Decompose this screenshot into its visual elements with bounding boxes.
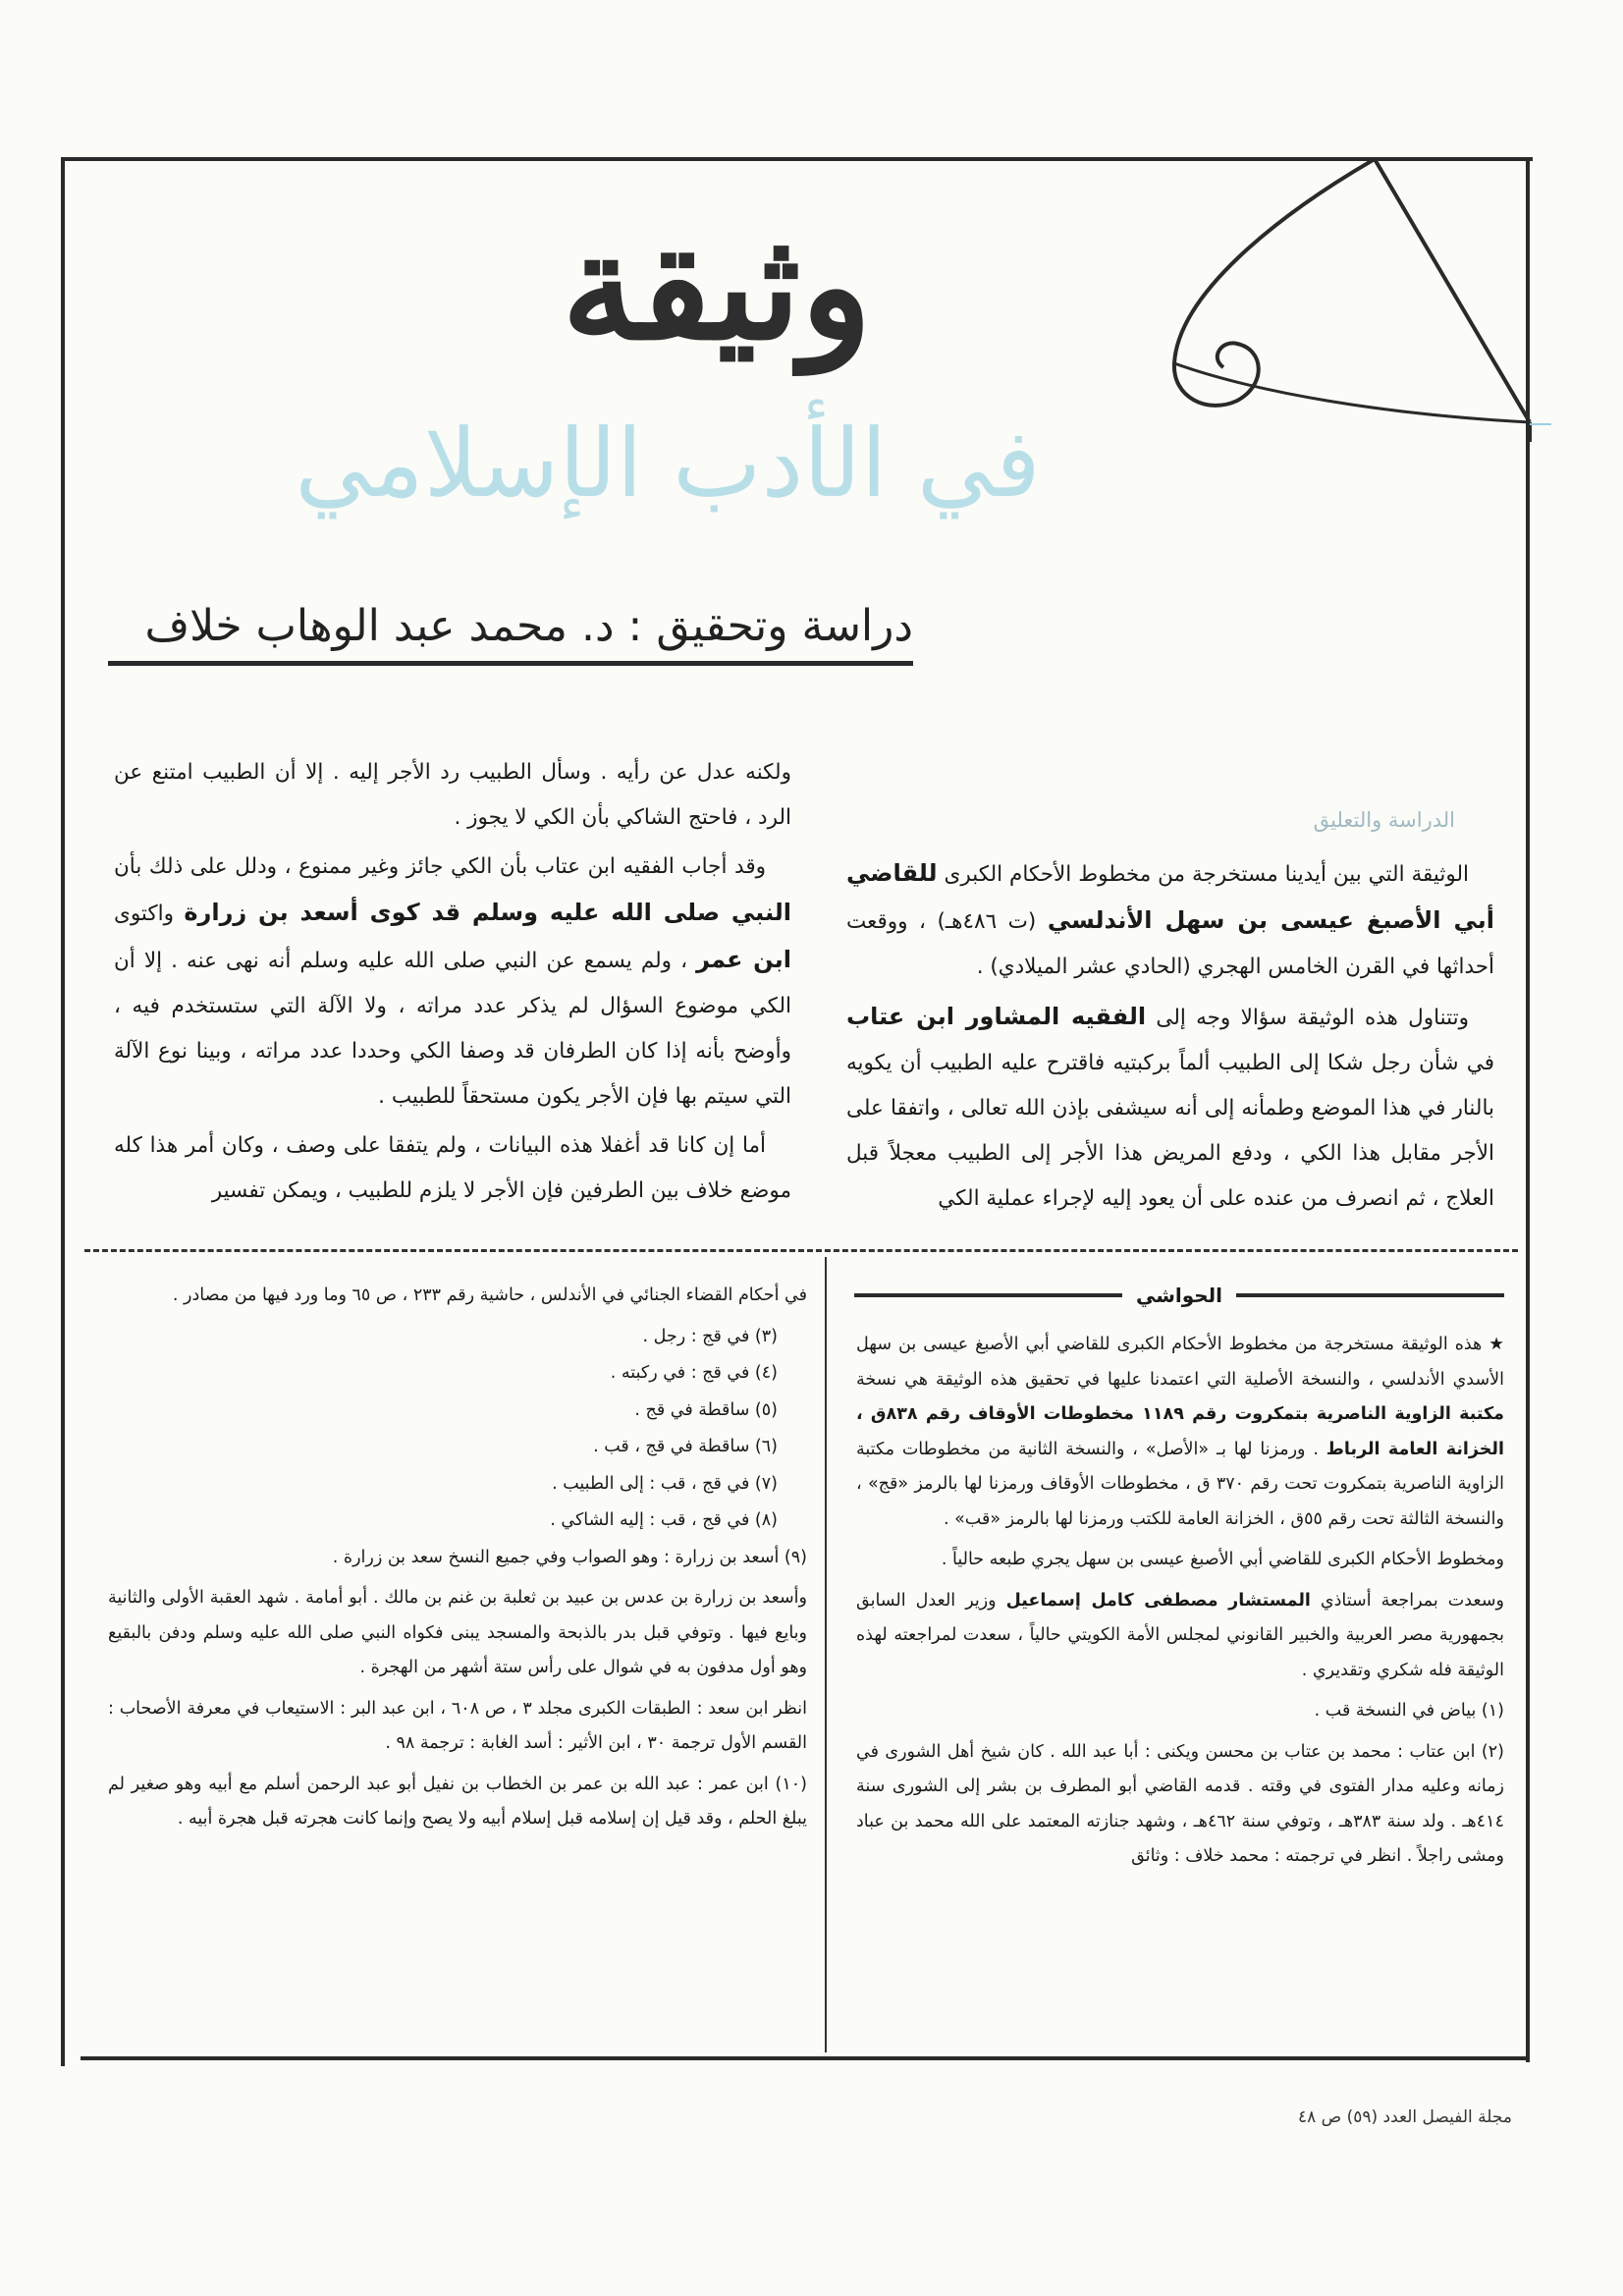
paragraph: الوثيقة التي بين أيدينا مستخرجة من مخطوط الأحكام الكبرى للقاضي أبي الأصبغ عيسى بن سهل الأندلسي (ت ٤٨٦هـ) ، ووقعت أحداثها في القرن الخامس الهجري (الحادي عشر الميلادي) .: [846, 859, 1494, 979]
footnote-3: (٣) في قج : رجل .: [642, 1326, 778, 1346]
footnote-star-p3: وسعدت بمراجعة أستاذي المستشار مصطفى كامل إسماعيل وزير العدل السابق بجمهورية مصر العربية والخبير القانوني لمجلس الأمة الكويتي حالياً ، سعدت لمراجعته لهذه الوثيقة فله شكري وتقديري .: [856, 1590, 1504, 1680]
study-column-right: [846, 805, 1494, 1226]
study-column-left: [114, 750, 791, 1218]
footnote-7: (٧) في قج ، قب : إلى الطبيب .: [552, 1473, 778, 1494]
paragraph: وقد أجاب الفقيه ابن عتاب بأن الكي جائز وغير ممنوع ، ودلل على ذلك بأن النبي صلى الله عليه وسلم قد كوى أسعد بن زرارة واكتوى ابن عمر ، ولم يسمع عن النبي صلى الله عليه وسلم أنه نهى عنه . إلا أن الكي موضوع السؤال لم يذكر عدد مراته ، ولا الآلة التي ستستخدم فيه ، وأوضح بأنه إذا كان الطرفان قد وصفا الكي وحددا عدد مراته ، وبينا نوع الآلة التي سيتم بها فإن الأجر يكون مستحقاً للطبيب .: [114, 854, 791, 1109]
paragraph: أما إن كانا قد أغفلا هذه البيانات ، ولم يتفقا على وصف ، وكان أمر هذا كله موضع خلاف بين الطرفين فإن الأجر لا يلزم للطبيب ، ويمكن تفسير: [114, 1133, 791, 1203]
paragraph: ولكنه عدل عن رأيه . وسأل الطبيب رد الأجر إليه . إلا أن الطبيب امتنع عن الرد ، فاحتج الشاكي بأن الكي لا يجوز .: [114, 760, 791, 830]
section-heading: الدراسة والتعليق: [1313, 808, 1455, 832]
page-subtitle: في الأدب الإسلامي: [295, 409, 1041, 519]
footnote-star-p2: ومخطوط الأحكام الكبرى للقاضي أبي الأصبغ عيسى بن سهل يجري طبعه حالياً .: [941, 1550, 1504, 1569]
footnote-6: (٦) ساقطة في قج ، قب .: [593, 1437, 778, 1456]
footnote-4: (٤) في قج : في ركبته .: [610, 1363, 778, 1383]
section-divider: [84, 1249, 1518, 1252]
page-footer: مجلة الفيصل العدد (٥٩) ص ٤٨: [1297, 2107, 1512, 2127]
author-underline: [108, 664, 913, 666]
footnote-star: ★ هذه الوثيقة مستخرجة من مخطوط الأحكام الكبرى للقاضي أبي الأصبغ عيسى بن سهل الأسدي الأندلسي ، والنسخة الأصلية التي اعتمدنا عليها في تحقيق هذه الوثيقة هي نسخة مكتبة الزاوية الناصرية بتمكروت رقم ١١٨٩ مخطوطات الأوقاف رقم ٨٣٨ق ، الخزانة العامة الرباط . ورمزنا لها بـ «الأصل» ، والنسخة الثانية من مخطوطات مكتبة الزاوية الناصرية بتمكروت تحت رقم ٣٧٠ ق ، مخطوطات الأوقاف ورمزنا لها بالرمز «قج» ، والنسخة الثالثة تحت رقم ٥٥ق ، الخزانة العامة للكتب ورمزنا لها بالرمز «قب» .: [856, 1335, 1504, 1529]
notes-column-left: [108, 1279, 807, 1843]
footnote-9-sources: انظر ابن سعد : الطبقات الكبرى مجلد ٣ ، ص ٦٠٨ ، ابن عبد البر : الاستيعاب في معرفة الأصحاب : القسم الأول ترجمة ٣٠ ، ابن الأثير : أسد الغابة : ترجمة ٩٨ .: [108, 1698, 807, 1753]
footnote-5: (٥) ساقطة في قج .: [634, 1399, 778, 1420]
page-title: وثيقة: [562, 200, 872, 373]
footnote-10: (١٠) ابن عمر : عبد الله بن عمر بن الخطاب بن نفيل أبو عبد الرحمن أسلم مع أبيه وهو صغير لم يبلغ الحلم ، وقد قيل إن إسلامه قبل إسلام أبيه ولا يصح وإنما كانت هجرته قبل هجرة أبيه .: [108, 1774, 807, 1829]
footnote-8: (٨) في قج ، قب : إليه الشاكي .: [550, 1510, 778, 1530]
notes-heading: [854, 1282, 1504, 1309]
paragraph: وتتناول هذه الوثيقة سؤالا وجه إلى الفقيه المشاور ابن عتاب في شأن رجل شكا إلى الطبيب ألماً بركبتيه فاقترح عليه الطبيب أن يكويه بالنار في هذا الموضع وطمأنه إلى أنه سيشفى بإذن الله تعالى ، واتفقا على الأجر مقابل هذا الكي ، ودفع المريض هذا الأجر إلى الطبيب معجلاً قبل العلاج ، ثم انصرف من عنده على أن يعود إليه لإجراء عملية الكي: [846, 1003, 1494, 1211]
footnote-2: (٢) ابن عتاب : محمد بن عتاب بن محسن ويكنى : أبا عبد الله . كان شيخ أهل الشورى في زمانه وعليه مدار الفتوى في وقته . قدمه القاضي أبو المطرف بن بشر إلى الشورى سنة ٤١٤هـ . ولد سنة ٣٨٣هـ ، وتوفي سنة ٤٦٢هـ ، وشهد جنازته المعتمد على الله محمد بن عباد ومشى راجلاً . انظر في ترجمته : محمد خلاف : وثائق: [856, 1741, 1504, 1866]
footnote-9-detail: وأسعد بن زرارة بن عدس بن عبيد بن ثعلبة بن غنم بن مالك . أبو أمامة . شهد العقبة الأولى والثانية وبايع فيها . وتوفي قبل بدر بالذبحة والمسجد يبنى فكواه النبي صلى الله عليه وسلم ودفن بالبقيع وهو أول مدفون به في شوال على رأس ستة أشهر من الهجرة .: [108, 1588, 807, 1677]
footnote-1: (١) بياض في النسخة قب .: [1314, 1701, 1504, 1721]
page-curl-decoration: [1139, 157, 1551, 452]
column-divider: [825, 1257, 827, 2052]
author-line: دراسة وتحقيق : د. محمد عبد الوهاب خلاف: [108, 601, 913, 665]
notes-heading-label: الحواشي: [1135, 1284, 1223, 1307]
footnote-9: (٩) أسعد بن زرارة : وهو الصواب وفي جميع النسخ سعد بن زرارة .: [332, 1547, 807, 1567]
frame-bottom-border: [81, 2056, 1530, 2060]
footnote-continued: في أحكام القضاء الجنائي في الأندلس ، حاشية رقم ٢٣٣ ، ص ٦٥ وما ورد فيها من مصادر .: [172, 1285, 807, 1305]
notes-column-right: [856, 1328, 1504, 1881]
